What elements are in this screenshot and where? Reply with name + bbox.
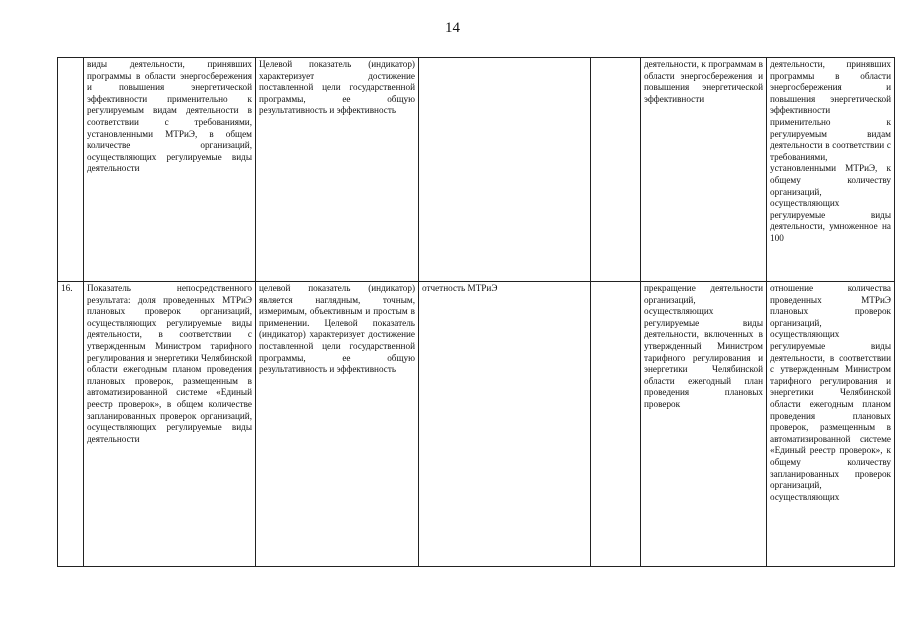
source-cell xyxy=(419,58,591,282)
row-number-cell xyxy=(58,58,84,282)
page-number: 14 xyxy=(445,20,460,36)
numerator-cell: прекращение деятельности организаций, осуществляющих регулируемые виды деятельности, включенных в утвержденный Министром тарифного регулирования и энергетики Челябинской области ежегодный план проведения плановых проверок xyxy=(641,282,767,567)
numerator-cell: деятельности, к программам в области энергосбережения и повышения энергетической эффективности xyxy=(641,58,767,282)
row-number-cell: 16. xyxy=(58,282,84,567)
formula-cell: деятельности, принявших программы в области энергосбережения и повышения энергетической эффективности применительно к регулируемым видам деятельности в соответствии с требованиями, установленными МТРиЭ, к общему количеству организаций, осуществляющих регулируемые виды деятельности, умноженное на 100 xyxy=(767,58,895,282)
table-row xyxy=(58,282,895,567)
empty-cell xyxy=(591,282,641,567)
empty-cell xyxy=(591,58,641,282)
indicator-name-cell: виды деятельности, принявших программы в области энергосбережения и повышения энергетической эффективности применительно к регулируемым видам деятельности в соответствии с требованиями, установленными МТРиЭ, в общем количестве организаций, осуществляющих регулируемые виды деятельности xyxy=(84,58,256,282)
indicator-table xyxy=(57,57,895,567)
source-cell: отчетность МТРиЭ xyxy=(419,282,591,567)
justification-cell: Целевой показатель (индикатор) характеризует достижение поставленной цели государственной программы, ее общую результативность и эффективность xyxy=(256,58,419,282)
justification-cell: целевой показатель (индикатор) является наглядным, точным, измеримым, объективным и простым в применении. Целевой показатель (индикатор) характеризует достижение поставленной цели государственной программы, ее общую результативность и эффективность xyxy=(256,282,419,567)
formula-cell: отношение количества проведенных МТРиЭ плановых проверок организаций, осуществляющих регулируемые виды деятельности, в соответствии с утвержденным Министром тарифного регулирования и энергетики Челябинской области ежегодным планом проведения плановых проверок, размещенным в автоматизированной системе «Единый реестр проверок», к общему количеству запланированных проверок организаций, осуществляющих xyxy=(767,282,895,567)
table-row xyxy=(58,58,895,282)
indicator-name-cell: Показатель непосредственного результата: доля проведенных МТРиЭ плановых проверок организаций, осуществляющих регулируемые виды деятельности, в соответствии с утвержденным Министром тарифного регулирования и энергетики Челябинской области ежегодным планом проведения плановых проверок, размещенным в автоматизированной системе «Единый реестр проверок», в общем количестве запланированных проверок организаций, осуществляющих регулируемые виды деятельности xyxy=(84,282,256,567)
